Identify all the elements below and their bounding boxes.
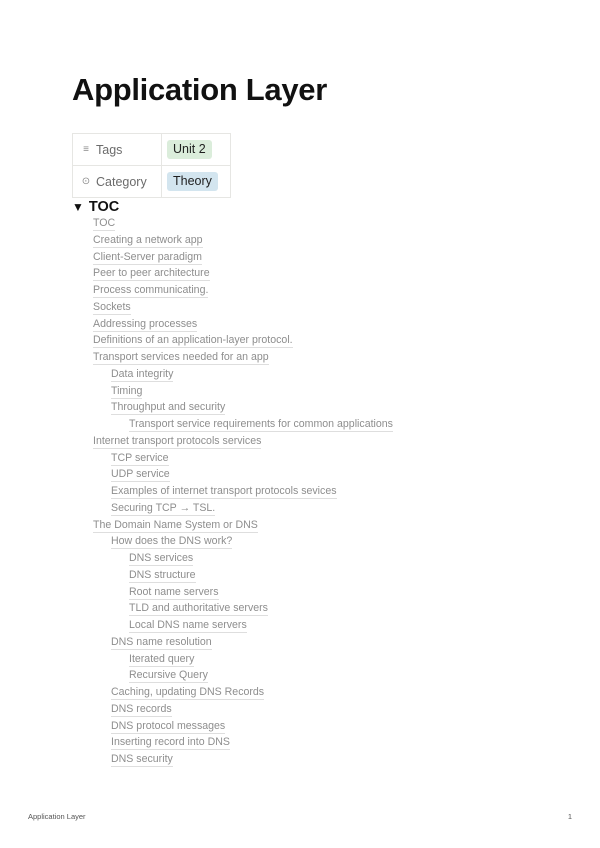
- toc-link[interactable]: Timing: [111, 384, 143, 397]
- toc-link[interactable]: DNS records: [111, 702, 172, 715]
- toc-link[interactable]: DNS services: [129, 552, 194, 564]
- triangle-down-icon[interactable]: ▼: [72, 200, 84, 214]
- property-row-tags: [73, 134, 231, 166]
- toc-link[interactable]: Internet transport protocols services: [93, 434, 262, 447]
- toc-link[interactable]: Data integrity: [111, 367, 174, 380]
- page-number: 1: [567, 812, 572, 821]
- toc-link[interactable]: Local DNS name servers: [129, 619, 247, 631]
- toc-link[interactable]: UDP service: [111, 468, 170, 481]
- footer-title: Application Layer: [28, 812, 86, 821]
- toc-link[interactable]: Transport services needed for an app: [93, 351, 269, 363]
- toc-toggle[interactable]: [72, 199, 119, 215]
- toc-link[interactable]: DNS security: [111, 753, 173, 765]
- toc-link[interactable]: TOC: [93, 217, 116, 229]
- property-value-tags[interactable]: [162, 134, 231, 166]
- page-title: Application Layer: [72, 72, 328, 107]
- property-label: Category: [96, 174, 147, 189]
- toc-link[interactable]: Peer to peer architecture: [93, 267, 210, 280]
- toc-link[interactable]: Addressing processes: [93, 317, 198, 330]
- property-key-category: [73, 166, 162, 198]
- toc-link[interactable]: Caching, updating DNS Records: [111, 686, 265, 698]
- property-value-category[interactable]: [162, 166, 231, 198]
- list-icon: ≡: [83, 144, 89, 155]
- toc-link[interactable]: Inserting record into DNS: [111, 736, 230, 749]
- toc-link[interactable]: Recursive Query: [129, 669, 208, 682]
- toc-link[interactable]: DNS name resolution: [111, 635, 212, 648]
- toc-link[interactable]: TLD and authoritative servers: [129, 602, 268, 615]
- property-key-tags: [73, 134, 162, 166]
- toc-link[interactable]: Examples of internet transport protocols sevices: [111, 485, 337, 497]
- toc-link[interactable]: How does the DNS work?: [111, 535, 233, 548]
- toc-link[interactable]: DNS protocol messages: [111, 719, 226, 732]
- property-row-category: [73, 166, 231, 198]
- toc-link[interactable]: Definitions of an application-layer protocol.: [93, 334, 293, 347]
- toc-link[interactable]: DNS structure: [129, 568, 196, 581]
- toc-link[interactable]: Client-Server paradigm: [93, 250, 202, 263]
- toc-link[interactable]: Transport service requirements for common applications: [129, 418, 393, 430]
- category-badge[interactable]: Theory: [167, 172, 218, 191]
- toc-link[interactable]: Securing TCP → TSL.: [111, 501, 216, 514]
- tag-badge[interactable]: Unit 2: [167, 140, 212, 159]
- toc-link[interactable]: Process communicating.: [93, 284, 209, 296]
- properties-table: [72, 133, 231, 198]
- toc-link[interactable]: Throughput and security: [111, 401, 226, 414]
- toc-link[interactable]: Iterated query: [129, 652, 195, 665]
- toc-link[interactable]: TCP service: [111, 451, 169, 464]
- toc-link[interactable]: Sockets: [93, 300, 131, 313]
- property-label: Tags: [96, 142, 123, 157]
- toc-link[interactable]: Root name servers: [129, 585, 219, 598]
- select-icon: ⊙: [81, 176, 91, 187]
- toc-heading: TOC: [88, 199, 120, 215]
- toc-link[interactable]: Creating a network app: [93, 233, 203, 246]
- toc-link[interactable]: The Domain Name System or DNS: [93, 518, 258, 531]
